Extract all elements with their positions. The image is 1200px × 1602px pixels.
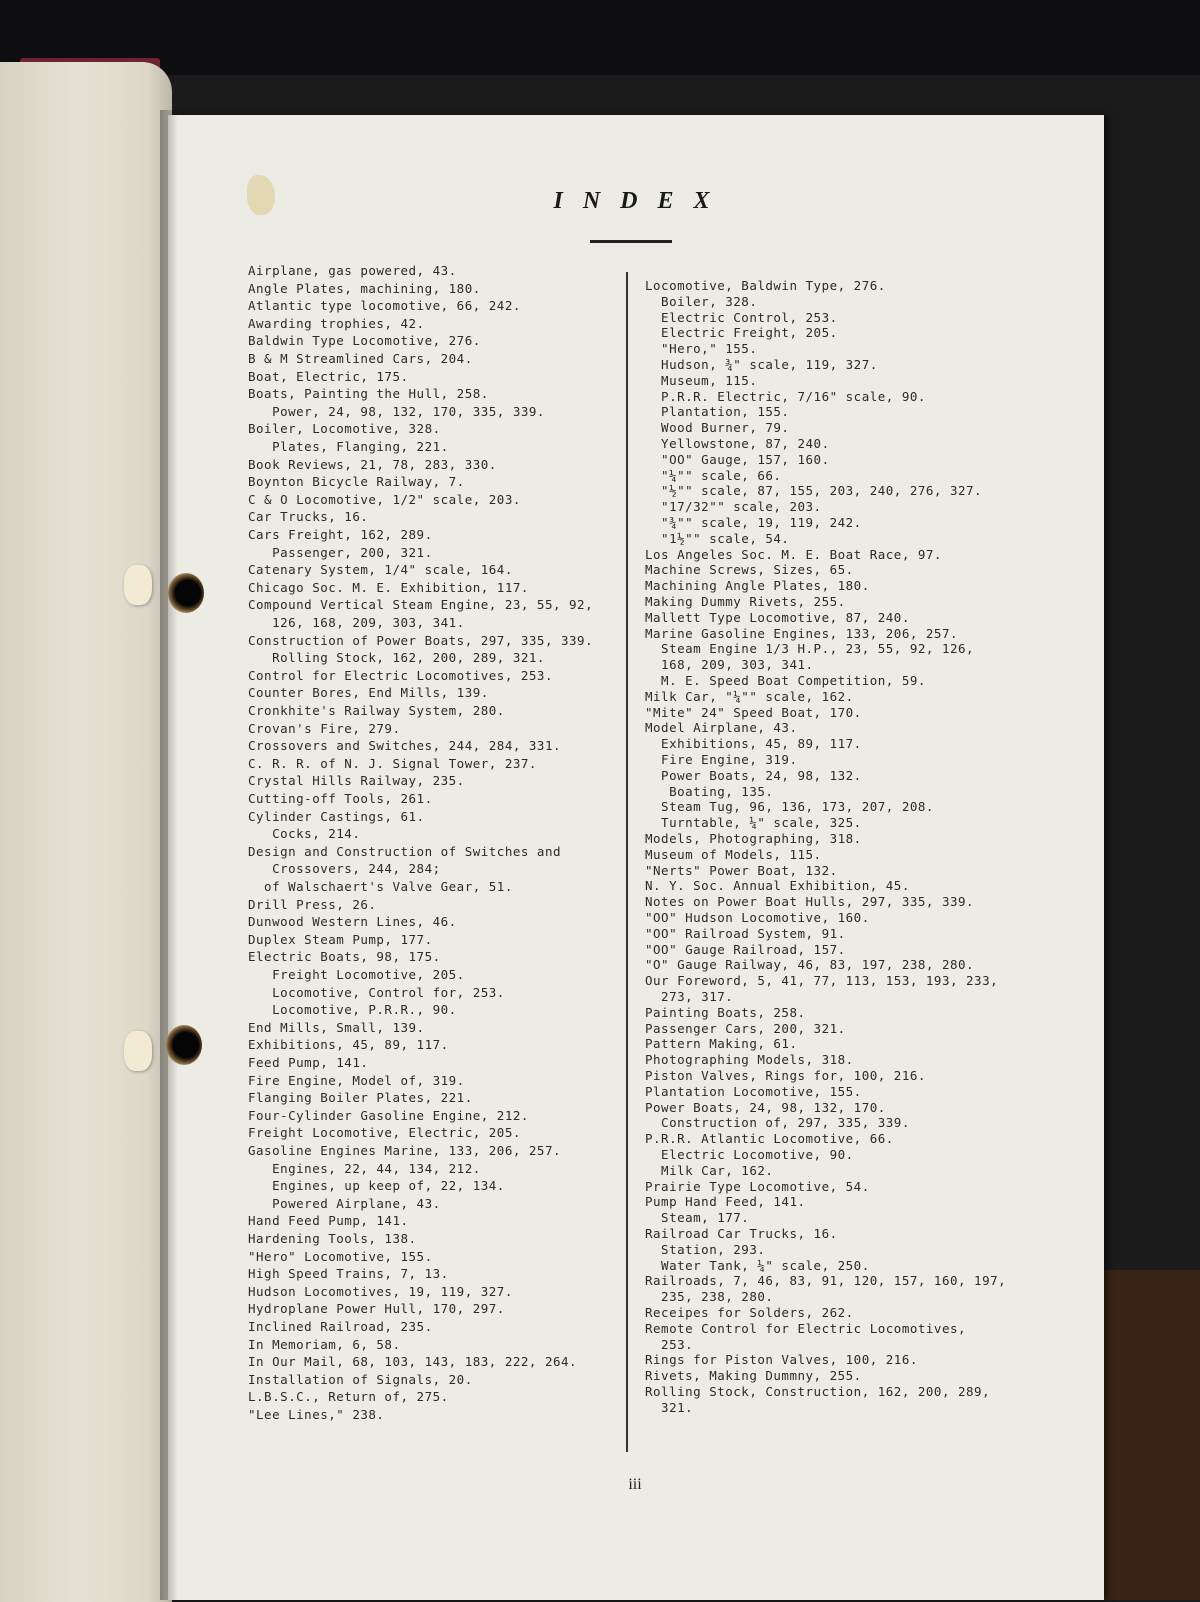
index-entry: Machine Screws, Sizes, 65. (645, 562, 854, 578)
index-entry: Inclined Railroad, 235. (248, 1319, 433, 1334)
index-entry: Gasoline Engines Marine, 133, 206, 257. (248, 1143, 561, 1158)
index-entry: Airplane, gas powered, 43. (248, 263, 457, 278)
index-entry: Cylinder Castings, 61. (248, 808, 425, 824)
index-entry: "Hero," 155. (645, 341, 758, 357)
index-entry: "O" Gauge Railway, 46, 83, 197, 238, 280. (645, 957, 975, 973)
index-entry: M. E. Speed Boat Competition, 59. (645, 673, 926, 688)
index-entry: Station, 293. (645, 1241, 766, 1257)
index-entry: B & M Streamlined Cars, 204. (248, 351, 473, 366)
page-stain (247, 175, 275, 215)
index-entry: Exhibitions, 45, 89, 117. (248, 1037, 449, 1053)
index-entry: Passenger Cars, 200, 321. (645, 1020, 846, 1036)
index-entry: Construction of, 297, 335, 339. (645, 1115, 910, 1131)
title-rule (590, 240, 672, 243)
index-entry: Hudson Locomotives, 19, 119, 327. (248, 1283, 513, 1299)
index-entry: Boiler, 328. (645, 293, 758, 309)
index-entry: Construction of Power Boats, 297, 335, 339. (248, 632, 594, 648)
index-entry: Museum of Models, 115. (645, 846, 822, 862)
index-entry: "Nerts" Power Boat, 132. (645, 862, 838, 878)
index-entry: Crystal Hills Railway, 235. (248, 773, 465, 789)
index-entry: Installation of Signals, 20. (248, 1371, 473, 1387)
index-entry: Our Foreword, 5, 41, 77, 113, 153, 193, 233, (645, 973, 999, 989)
index-entry: Model Airplane, 43. (645, 720, 798, 736)
index-entry: Four-Cylinder Gasoline Engine, 212. (248, 1107, 529, 1123)
index-entry: Book Reviews, 21, 78, 283, 330. (248, 456, 497, 472)
index-entry: Catenary System, 1/4" scale, 164. (248, 562, 513, 578)
index-entry: L.B.S.C., Return of, 275. (248, 1389, 449, 1405)
index-entry: Exhibitions, 45, 89, 117. (645, 736, 862, 752)
index-entry: Fire Engine, 319. (645, 752, 798, 767)
index-entry: Marine Gasoline Engines, 133, 206, 257. (645, 625, 958, 641)
index-entry: Dunwood Western Lines, 46. (248, 914, 457, 930)
index-entry: Electric Boats, 98, 175. (248, 949, 441, 965)
index-entry: Rings for Piston Valves, 100, 216. (645, 1352, 918, 1368)
index-entry: "Mite" 24" Speed Boat, 170. (645, 704, 862, 720)
index-entry: Power Boats, 24, 98, 132, 170. (645, 1099, 886, 1115)
index-entry: Locomotive, Control for, 253. (248, 984, 505, 1000)
reinforcement-tab-top (124, 565, 152, 605)
index-entry: Cronkhite's Railway System, 280. (248, 703, 505, 718)
index-entry: Power Boats, 24, 98, 132. (645, 767, 862, 783)
index-entry: Turntable, ¼" scale, 325. (645, 815, 862, 831)
index-entry: Crossovers and Switches, 244, 284, 331. (248, 738, 561, 754)
index-entry: Engines, 22, 44, 134, 212. (248, 1160, 481, 1176)
index-entry: Chicago Soc. M. E. Exhibition, 117. (248, 579, 529, 595)
index-entry: Feed Pump, 141. (248, 1055, 369, 1070)
index-entry: Boats, Painting the Hull, 258. (248, 386, 489, 402)
left-page-edge (0, 62, 172, 1602)
index-entry: Engines, up keep of, 22, 134. (248, 1178, 505, 1194)
index-entry: "1½"" scale, 54. (645, 530, 790, 546)
index-entry: Museum, 115. (645, 372, 758, 388)
index-entry: Pattern Making, 61. (645, 1036, 798, 1052)
index-entry: Milk Car, 162. (645, 1162, 774, 1178)
index-entry: 273, 317. (645, 989, 734, 1004)
index-entry: Water Tank, ¼" scale, 250. (645, 1257, 870, 1273)
index-entry: High Speed Trains, 7, 13. (248, 1266, 449, 1282)
index-entry: "OO" Hudson Locomotive, 160. (645, 910, 870, 925)
spine-shadow (160, 110, 178, 1600)
index-entry: "OO" Railroad System, 91. (645, 925, 846, 941)
index-entry: Rolling Stock, 162, 200, 289, 321. (248, 650, 545, 666)
index-entry: Fire Engine, Model of, 319. (248, 1072, 465, 1088)
index-entry: Yellowstone, 87, 240. (645, 436, 830, 451)
index-entry: Prairie Type Locomotive, 54. (645, 1178, 870, 1194)
index-entry: Awarding trophies, 42. (248, 315, 425, 331)
index-entry: P.R.R. Electric, 7/16" scale, 90. (645, 388, 926, 404)
index-entry: Pump Hand Feed, 141. (645, 1194, 806, 1210)
index-entry: Wood Burner, 79. (645, 420, 790, 436)
index-entry: End Mills, Small, 139. (248, 1019, 425, 1035)
background-top (0, 0, 1200, 75)
index-entry: Milk Car, "¼"" scale, 162. (645, 688, 854, 704)
index-entry: "¾"" scale, 19, 119, 242. (645, 515, 862, 530)
index-entry: Boat, Electric, 175. (248, 368, 409, 384)
index-entry: Hand Feed Pump, 141. (248, 1213, 409, 1229)
reinforcement-tab-bottom (124, 1031, 152, 1071)
index-entry: Freight Locomotive, 205. (248, 967, 465, 982)
index-entry: Drill Press, 26. (248, 896, 377, 912)
index-entry: Hudson, ¾" scale, 119, 327. (645, 357, 878, 372)
index-entry: Control for Electric Locomotives, 253. (248, 667, 553, 683)
index-entry: Design and Construction of Switches and (248, 843, 561, 859)
index-entry: Receipes for Solders, 262. (645, 1305, 854, 1320)
index-entry: Notes on Power Boat Hulls, 297, 335, 339. (645, 894, 975, 910)
index-entry: Atlantic type locomotive, 66, 242. (248, 298, 521, 314)
index-entry: Painting Boats, 258. (645, 1004, 806, 1020)
index-entry: In Our Mail, 68, 103, 143, 183, 222, 264. (248, 1354, 578, 1370)
index-entry: Models, Photographing, 318. (645, 831, 862, 846)
index-entry: N. Y. Soc. Annual Exhibition, 45. (645, 878, 910, 894)
index-entry: "¼"" scale, 66. (645, 467, 782, 483)
index-entry: 321. (645, 1399, 694, 1415)
index-entry: "OO" Gauge, 157, 160. (645, 451, 830, 467)
index-entry: 235, 238, 280. (645, 1289, 774, 1305)
index-entry: Railroads, 7, 46, 83, 91, 120, 157, 160, 197, (645, 1273, 1007, 1289)
index-entry: Making Dummy Rivets, 255. (645, 594, 846, 609)
index-entry: Freight Locomotive, Electric, 205. (248, 1125, 521, 1141)
index-entry: Angle Plates, machining, 180. (248, 280, 481, 296)
index-entry: "Lee Lines," 238. (248, 1407, 385, 1422)
index-entry: Locomotive, Baldwin Type, 276. (645, 278, 886, 293)
index-entry: Duplex Steam Pump, 177. (248, 931, 433, 947)
index-entry: Railroad Car Trucks, 16. (645, 1226, 838, 1241)
index-entry: Piston Valves, Rings for, 100, 216. (645, 1068, 926, 1083)
index-entry: Hydroplane Power Hull, 170, 297. (248, 1301, 505, 1317)
index-entry: Cocks, 214. (248, 826, 361, 842)
index-entry: Rolling Stock, Construction, 162, 200, 289, (645, 1384, 991, 1399)
column-divider (626, 272, 628, 1452)
index-entry: Passenger, 200, 321. (248, 544, 433, 560)
index-entry: "½"" scale, 87, 155, 203, 240, 276, 327. (645, 483, 983, 499)
index-entry: In Memoriam, 6, 58. (248, 1336, 401, 1352)
index-entry: of Walschaert's Valve Gear, 51. (248, 879, 513, 894)
index-entry: Rivets, Making Dummny, 255. (645, 1368, 862, 1384)
index-entry: Steam Tug, 96, 136, 173, 207, 208. (645, 799, 934, 815)
index-entry: Electric Control, 253. (645, 309, 838, 325)
index-entry: Machining Angle Plates, 180. (645, 578, 870, 594)
index-entry: Electric Freight, 205. (645, 325, 838, 341)
page-title: I N D E X (553, 188, 717, 214)
index-entry: Plates, Flanging, 221. (248, 439, 449, 454)
index-entry: Plantation, 155. (645, 404, 790, 420)
index-entry: Electric Locomotive, 90. (645, 1147, 854, 1162)
index-entry: Los Angeles Soc. M. E. Boat Race, 97. (645, 546, 942, 562)
index-entry: Car Trucks, 16. (248, 509, 369, 525)
index-entry: Steam Engine 1/3 H.P., 23, 55, 92, 126, (645, 641, 975, 657)
index-entry: 253. (645, 1336, 694, 1352)
index-entry: Plantation Locomotive, 155. (645, 1083, 862, 1099)
index-entry: Power, 24, 98, 132, 170, 335, 339. (248, 403, 545, 419)
table-surface (1102, 1270, 1200, 1600)
index-entry: Crossovers, 244, 284; (248, 861, 441, 877)
index-entry: Flanging Boiler Plates, 221. (248, 1090, 473, 1106)
index-entry: Remote Control for Electric Locomotives, (645, 1320, 967, 1336)
index-entry: "OO" Gauge Railroad, 157. (645, 941, 846, 957)
index-entry: 126, 168, 209, 303, 341. (248, 615, 465, 630)
page-number: iii (628, 1476, 642, 1493)
index-entry: Mallett Type Locomotive, 87, 240. (645, 609, 910, 625)
index-entry: Baldwin Type Locomotive, 276. (248, 333, 481, 349)
index-entry: Photographing Models, 318. (645, 1052, 854, 1068)
index-entry: Hardening Tools, 138. (248, 1231, 417, 1246)
index-entry: Crovan's Fire, 279. (248, 720, 401, 736)
index-entry: Boating, 135. (645, 783, 774, 799)
index-entry: Powered Airplane, 43. (248, 1195, 441, 1211)
index-entry: "17/32"" scale, 203. (645, 499, 822, 515)
index-entry: "Hero" Locomotive, 155. (248, 1248, 433, 1264)
index-entry: C. R. R. of N. J. Signal Tower, 237. (248, 755, 537, 771)
index-entry: Counter Bores, End Mills, 139. (248, 685, 489, 701)
index-entry: 168, 209, 303, 341. (645, 657, 814, 673)
index-entry: Locomotive, P.R.R., 90. (248, 1002, 457, 1018)
index-entry: C & O Locomotive, 1/2" scale, 203. (248, 491, 521, 507)
index-entry: Compound Vertical Steam Engine, 23, 55, 92, (248, 597, 594, 613)
index-entry: Boiler, Locomotive, 328. (248, 421, 441, 437)
index-entry: P.R.R. Atlantic Locomotive, 66. (645, 1131, 894, 1147)
index-entry: Steam, 177. (645, 1210, 750, 1226)
binder-hole-top (168, 573, 204, 613)
index-entry: Cutting-off Tools, 261. (248, 791, 433, 806)
index-entry: Cars Freight, 162, 289. (248, 527, 433, 542)
index-entry: Boynton Bicycle Railway, 7. (248, 474, 465, 490)
binder-hole-bottom (166, 1025, 202, 1065)
